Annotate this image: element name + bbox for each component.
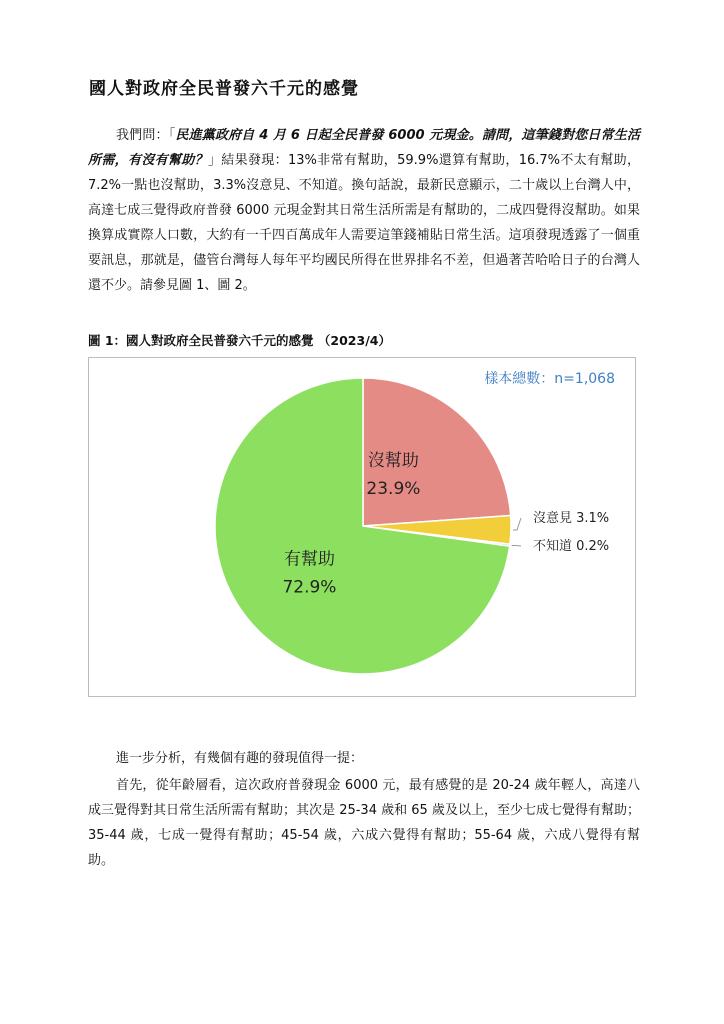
- sample-size-note: 樣本總數：n=1,068: [484, 371, 615, 387]
- pie-chart-container: [88, 357, 636, 697]
- question-lead: 我們問：「: [116, 128, 176, 143]
- survey-findings: 」結果發現：13%非常有幫助，59.9%還算有幫助，16.7%不太有幫助，7.2%一點也沒幫助，3.3%沒意見、不知道。換句話說，最新民意顯示，二十歲以上台灣人中，高達七成三覺得政府普發 6000 元現金對其日常生活所需是有幫助的，二成四覺得沒幫助。如果換算成實際人口數，大約有一千四百萬成年人需要這筆錢補貼日常生活。這項發現透露了一個重要訊息，那就是，儘管台灣每人每年平均國民所得在世界排名不差，但過著苦哈哈日子的台灣人還不少。請參見圖 1、圖 2。: [88, 153, 640, 293]
- pie-chart: [89, 358, 635, 696]
- leader-line-3: [512, 545, 521, 546]
- slice-value-4: 72.9%: [282, 577, 337, 598]
- survey-question-quote: 民進黨政府自 4 月 6 日起全民普發 6000 元現金。請問，這筆錢對您日常生活所需，有沒有幫助？: [88, 128, 640, 168]
- paragraph-intro-analysis: 進一步分析，有幾個有趣的發現值得一提：: [116, 751, 364, 766]
- paragraph-age-analysis: 首先，從年齡層看，這次政府普發現金 6000 元，最有感覺的是 20-24 歲年輕人，高達八成三覺得對其日常生活所需有幫助；其次是 25-34 歲和 65 歲及以上，至少七成七覺得有幫助；35-44 歲，七成一覺得有幫助；45-54 歲，六成六覺得有幫助；55-64 歲，六成八覺得有幫助。: [88, 778, 640, 868]
- slice-name-4: 有幫助: [283, 549, 335, 570]
- slice-value-1: 23.9%: [366, 479, 421, 500]
- slice-callout-2: 沒意見 3.1%: [533, 511, 610, 526]
- figure-caption: 圖 1：國人對政府全民普發六千元的感覺 （2023/4）: [88, 333, 391, 348]
- slice-callout-3: 不知道 0.2%: [533, 539, 610, 554]
- slice-name-1: 沒幫助: [367, 451, 419, 472]
- leader-line-2: [513, 518, 521, 530]
- page-title: 國人對政府全民普發六千元的感覺: [89, 79, 359, 99]
- paragraph-survey-question: [88, 123, 640, 298]
